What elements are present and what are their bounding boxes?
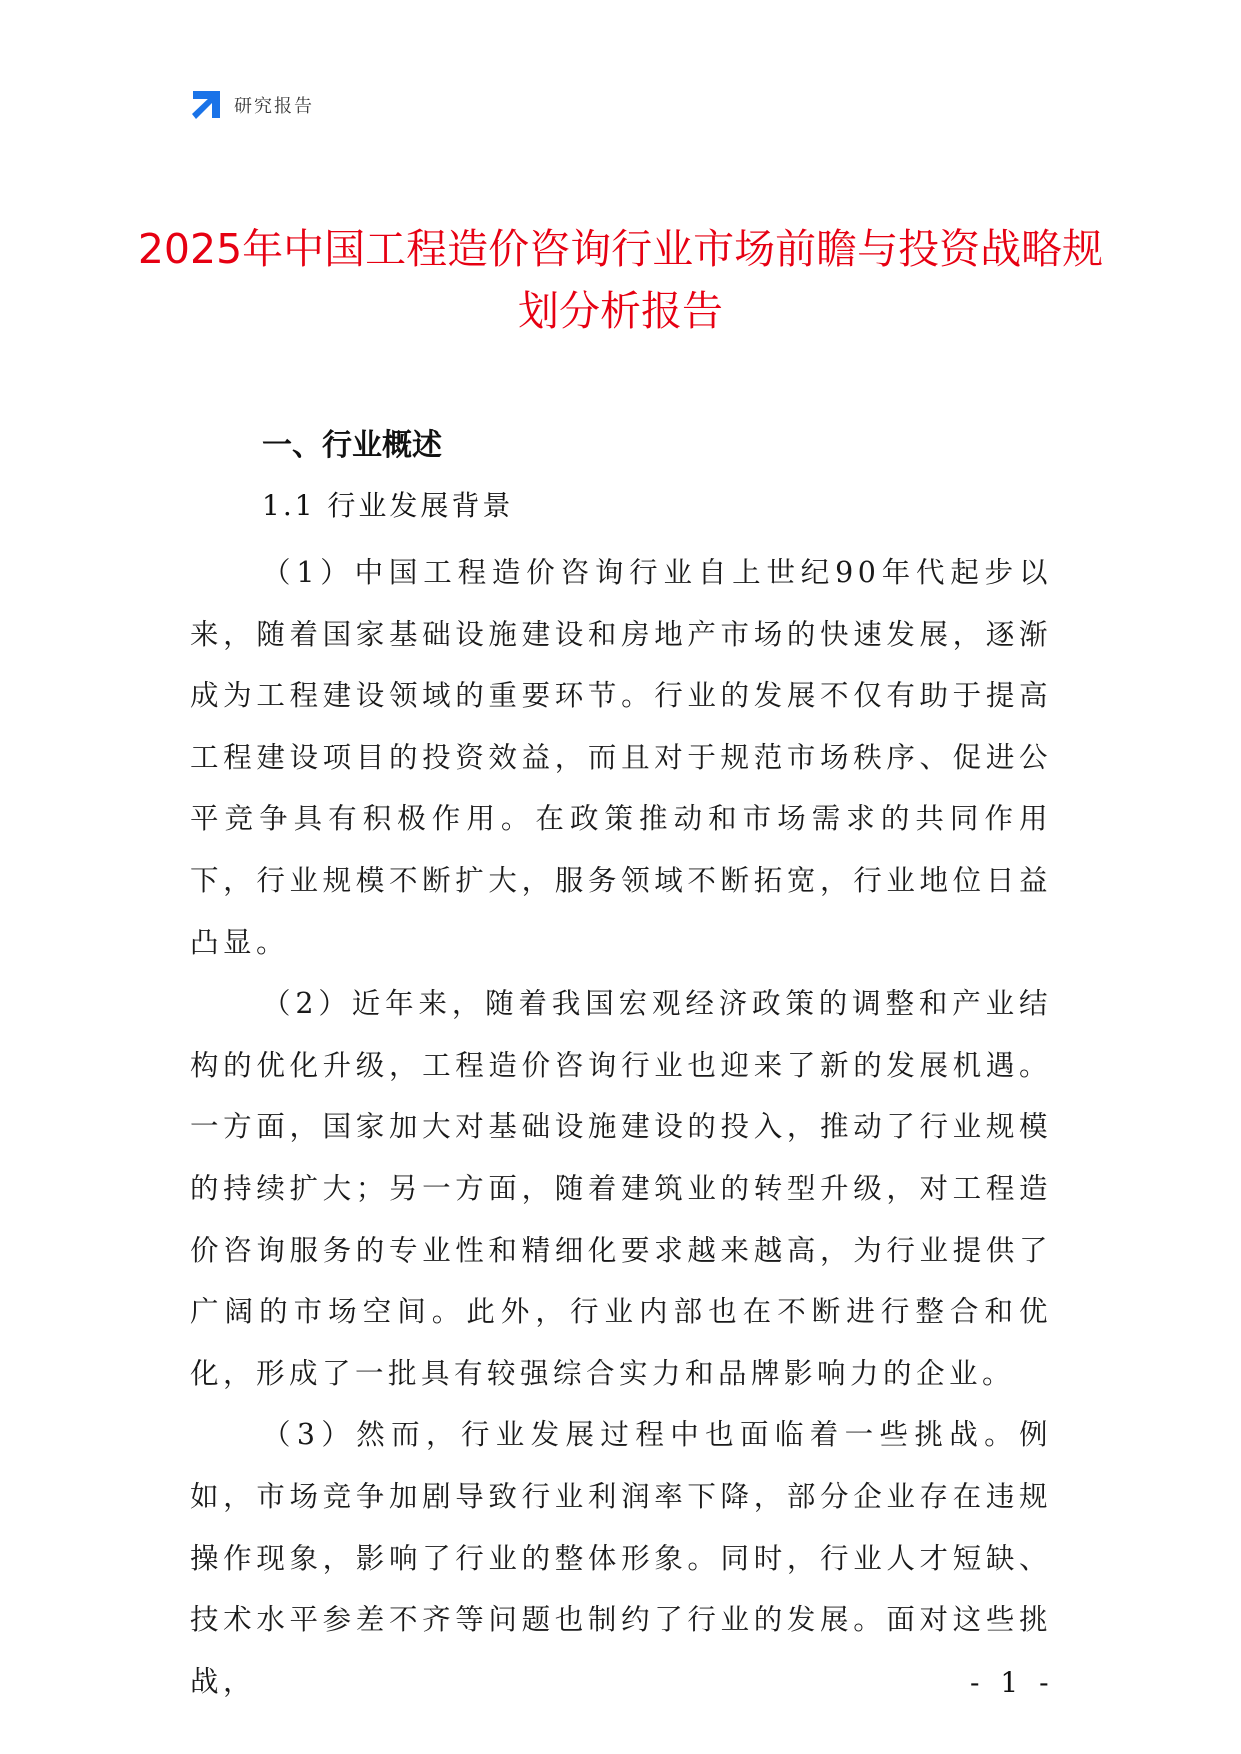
paragraph-2: （2）近年来，随着我国宏观经济政策的调整和产业结构的优化升级，工程造价咨询行业也迎来了新的发展机遇。一方面，国家加大对基础设施建设的投入，推动了行业规模的持续扩大；另一方面，随着建筑业的转型升级，对工程造价咨询服务的专业性和精细化要求越来越高，为行业提供了广阔的市场空间。此外，行业内部也在不断进行整合和优化，形成了一批具有较强综合实力和品牌影响力的企业。 <box>190 987 1052 1390</box>
section-heading: 一、行业概述 <box>262 428 442 463</box>
paragraph-1: （1）中国工程造价咨询行业自上世纪90年代起步以来，随着国家基础设施建设和房地产市场的快速发展，逐渐成为工程建设领域的重要环节。行业的发展不仅有助于提高工程建设项目的投资效益，而且对于规范市场秩序、促进公平竞争具有积极作用。在政策推动和市场需求的共同作用下，行业规模不断扩大，服务领域不断拓宽，行业地位日益凸显。 <box>190 556 1052 959</box>
header-label: 研究报告 <box>234 96 314 117</box>
paragraph-3: （3）然而，行业发展过程中也面临着一些挑战。例如，市场竞争加剧导致行业利润率下降，部分企业存在违规操作现象，影响了行业的整体形象。同时，行业人才短缺、技术水平参差不齐等问题也制约了行业的发展。面对这些挑战， <box>190 1418 1052 1698</box>
body-text <box>190 542 1052 1712</box>
subsection-heading: 1.1 行业发展背景 <box>262 489 514 522</box>
page-number: - 1 - <box>970 1666 1055 1699</box>
document-title: 2025年中国工程造价咨询行业市场前瞻与投资战略规划分析报告 <box>137 225 1104 335</box>
report-header <box>190 88 314 122</box>
arrow-up-right-icon <box>190 89 222 121</box>
